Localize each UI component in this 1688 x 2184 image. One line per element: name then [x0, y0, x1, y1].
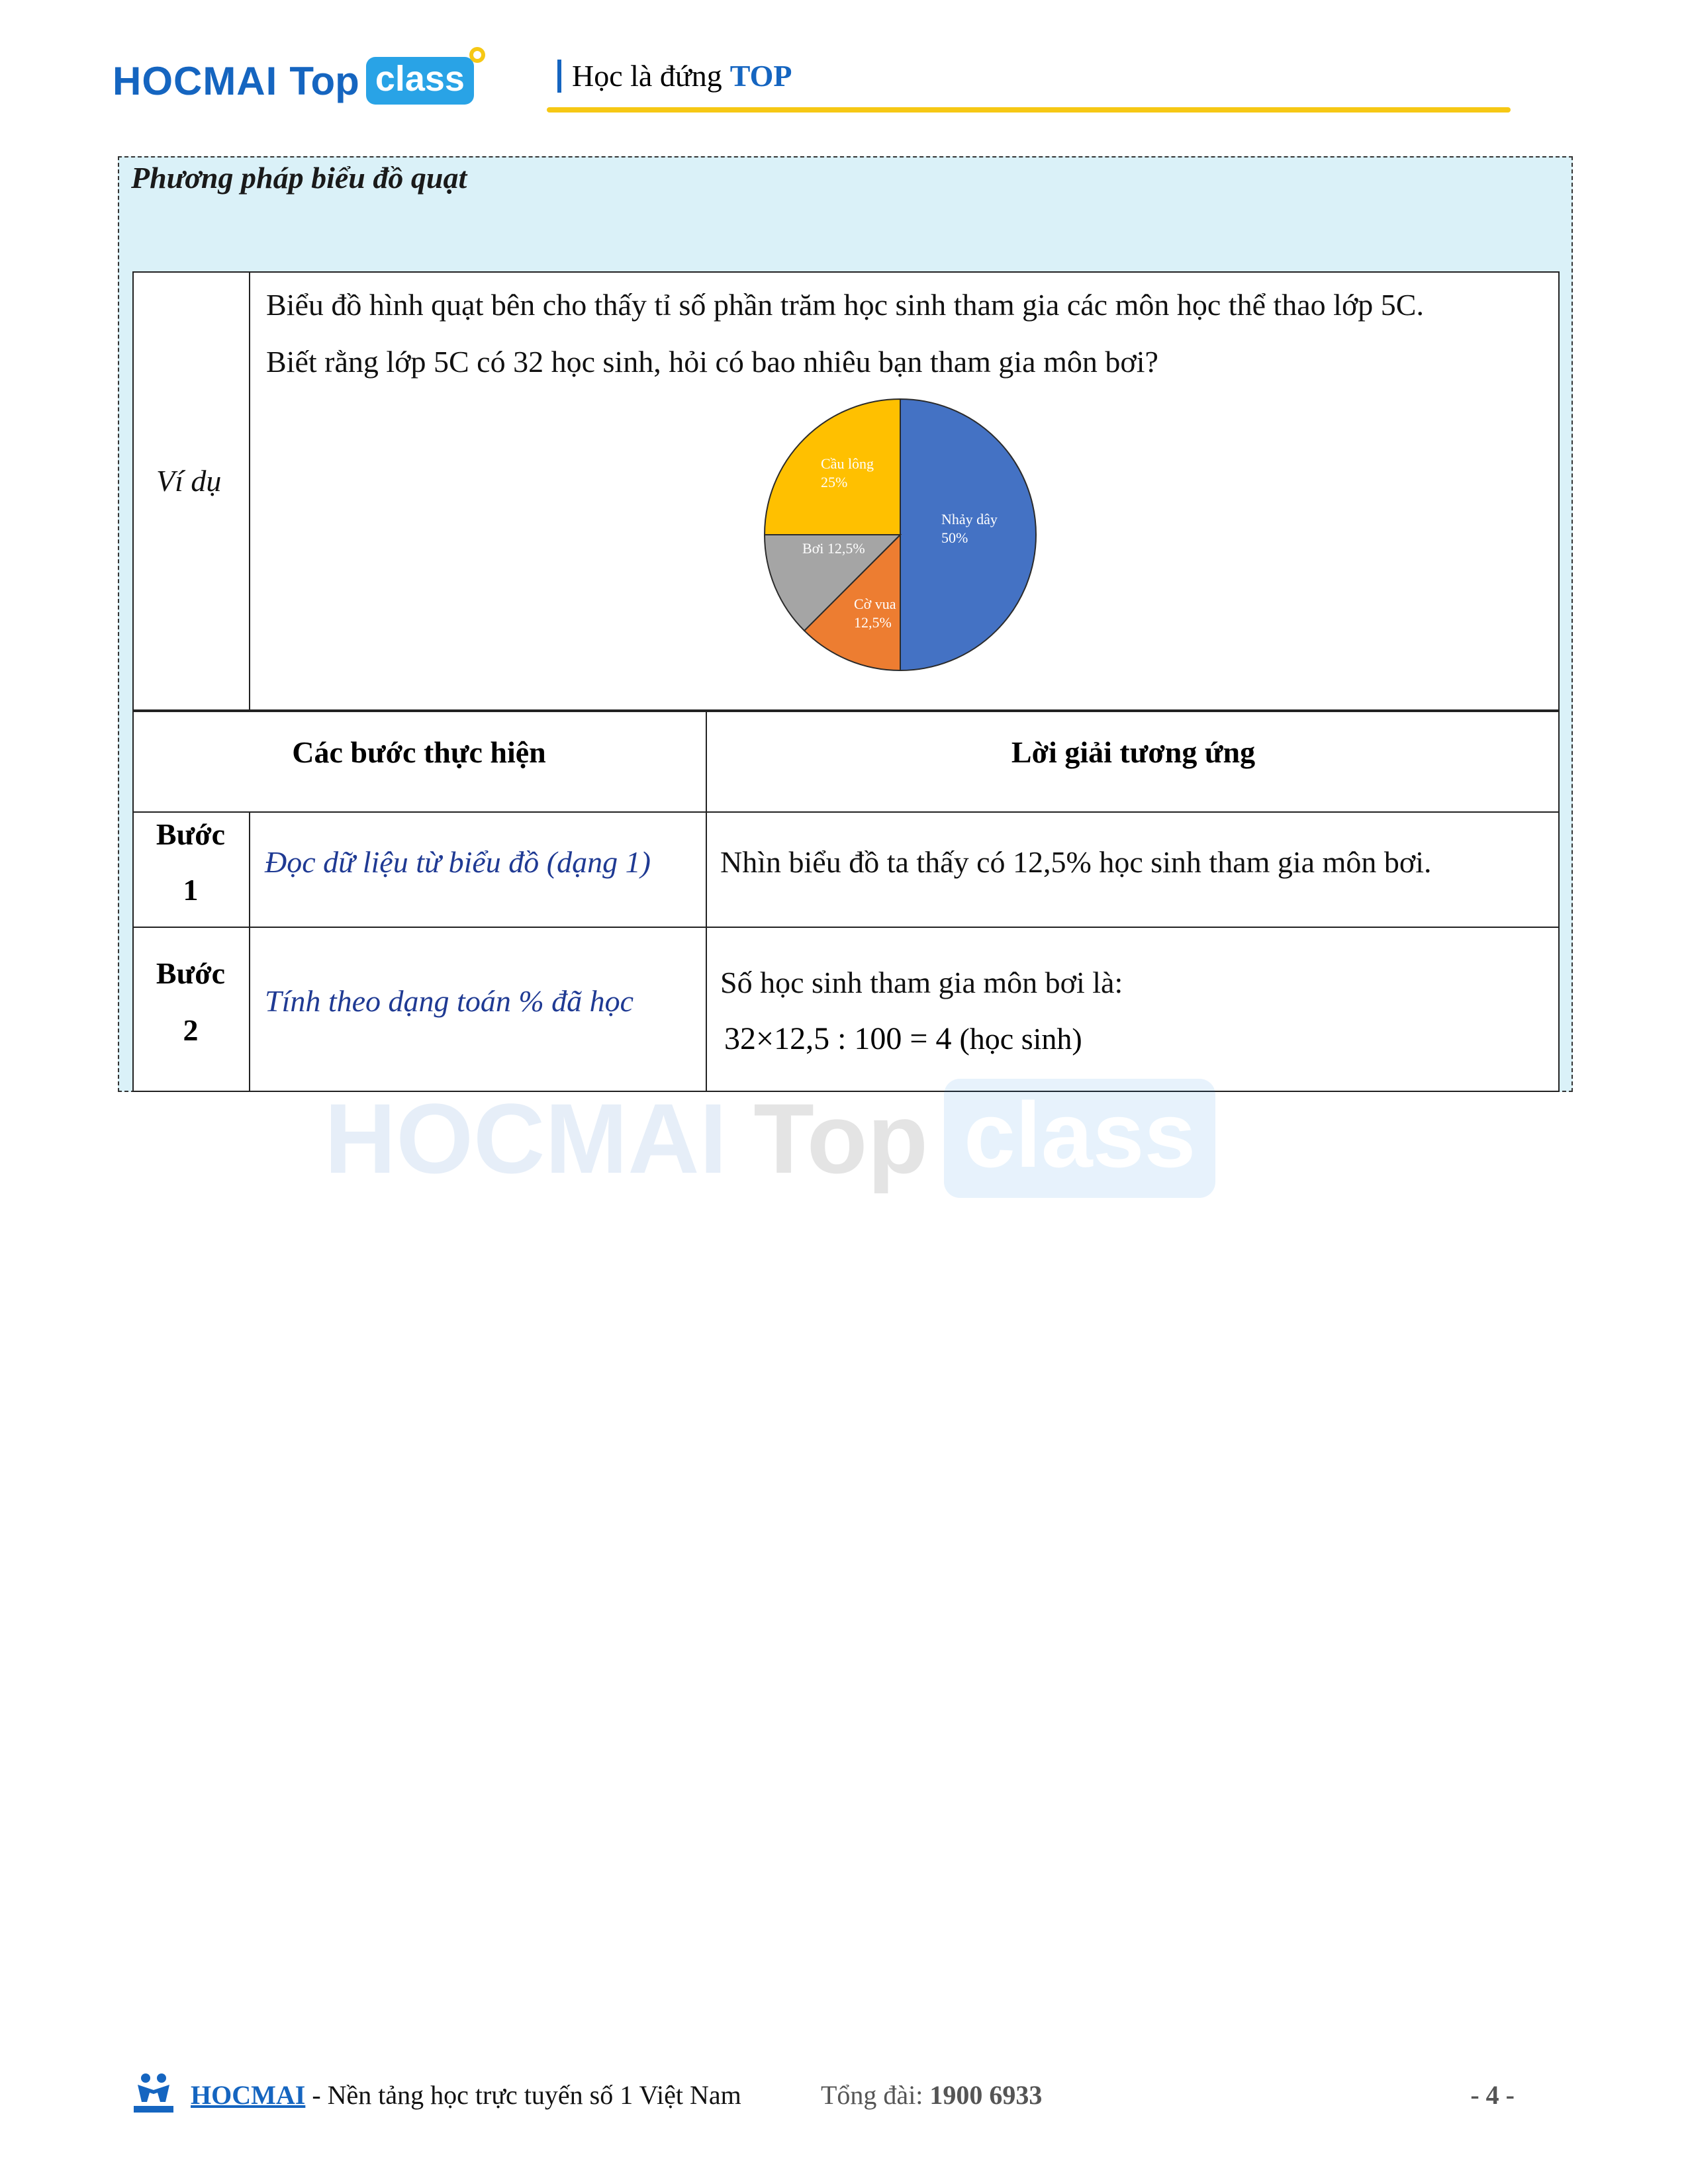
footer-brand-link[interactable]: HOCMAI	[191, 2080, 306, 2110]
example-divider	[249, 271, 250, 711]
watermark	[324, 1079, 1215, 1198]
footer-phone-label: Tổng đài:	[821, 2080, 930, 2110]
step2-formula-unit: (học sinh)	[959, 1022, 1082, 1056]
step1-method: Đọc dữ liệu từ biểu đồ (dạng 1)	[265, 845, 651, 879]
pie-label-boi-name: Bơi	[802, 540, 824, 557]
slogan-text: Học là đứng	[572, 59, 722, 93]
footer-phone	[821, 2079, 1042, 2111]
step2-word: Bước	[156, 956, 226, 990]
step2-formula-expression: 32×12,5 : 100 = 4	[724, 1021, 952, 1056]
brand-hocmai: HOCMAI	[113, 58, 278, 103]
watermark-top: Top	[753, 1082, 929, 1194]
section-title: Phương pháp biểu đồ quạt	[131, 161, 467, 195]
footer-tagline	[191, 2079, 741, 2111]
step2-number: 2	[183, 1013, 199, 1047]
footer-phone-number: 1900 6933	[929, 2080, 1043, 2110]
pie-label-boi	[802, 540, 865, 557]
step1-word: Bước	[156, 817, 226, 851]
example-label: Ví dụ	[156, 464, 222, 498]
hocmai-logo-icon	[131, 2070, 176, 2116]
brand-top: Top	[289, 58, 359, 103]
steps-step-divider	[249, 811, 250, 1092]
steps-header-line	[132, 811, 1560, 813]
footer-tagline-text: - Nền tảng học trực tuyến số 1 Việt Nam	[305, 2080, 741, 2110]
steps-row-line	[132, 927, 1560, 928]
step2-method: Tính theo dạng toán % đã học	[265, 984, 634, 1018]
pie-label-nhay-day: Nhảy dây	[941, 511, 998, 527]
sun-icon	[466, 44, 489, 66]
pie-value-boi: 12,5%	[827, 540, 865, 557]
slogan	[557, 58, 792, 93]
pie-value-nhay-day: 50%	[941, 529, 968, 546]
pie-label-co-vua: Cờ vua	[854, 596, 896, 612]
pie-chart	[761, 396, 1039, 674]
pie-value-cau-long: 25%	[821, 474, 848, 490]
page-number: - 4 -	[1470, 2080, 1515, 2110]
step2-solution: Số học sinh tham gia môn bơi là:	[720, 966, 1123, 999]
footer	[131, 2070, 1515, 2116]
header-underline	[547, 107, 1511, 113]
col-steps-header: Các bước thực hiện	[292, 735, 546, 769]
brand-class-text: class	[375, 59, 465, 99]
slogan-emphasis: TOP	[729, 59, 792, 93]
slogan-divider	[557, 60, 561, 93]
step2-formula	[724, 1021, 1082, 1057]
pie-value-co-vua: 12,5%	[854, 614, 892, 631]
example-question-line2: Biết rằng lớp 5C có 32 học sinh, hỏi có bao nhiêu bạn tham gia môn bơi?	[266, 345, 1158, 379]
watermark-class: class	[944, 1079, 1215, 1198]
brand-class-badge	[366, 57, 474, 105]
step1-number: 1	[183, 873, 199, 907]
pie-slices	[765, 399, 1036, 670]
pie-slice-0	[900, 399, 1036, 670]
pie-label-cau-long: Cầu lông	[821, 455, 874, 472]
example-question-line1: Biểu đồ hình quạt bên cho thấy tỉ số phần trăm học sinh tham gia các môn học thể thao lớp 5C.	[266, 288, 1424, 322]
watermark-hocmai: HOCMAI	[324, 1082, 727, 1194]
step1-solution: Nhìn biểu đồ ta thấy có 12,5% học sinh tham gia môn bơi.	[720, 845, 1432, 879]
col-solution-header: Lời giải tương ứng	[1011, 735, 1256, 769]
brand-logo	[113, 54, 474, 107]
